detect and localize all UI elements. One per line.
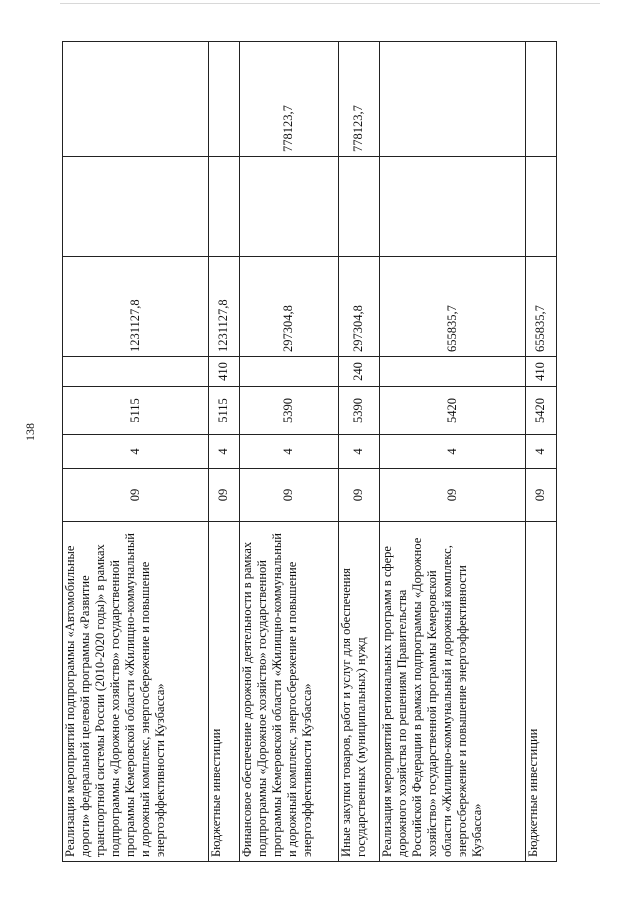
budget-table-rotated	[62, 42, 557, 862]
section-code: 09	[525, 469, 556, 522]
target-article-code: 5115	[208, 387, 239, 435]
subsection-code: 4	[338, 435, 380, 469]
row-name: Иные закупки товаров, работ и услуг для обеспечения государственных (муниципальных) нужд	[338, 522, 380, 862]
target-article-code: 5115	[63, 387, 209, 435]
expense-type-code: 410	[525, 357, 556, 387]
table-row	[338, 42, 380, 862]
table-row	[239, 42, 338, 862]
subsection-code: 4	[239, 435, 338, 469]
table-row	[380, 42, 526, 862]
table-row	[63, 42, 209, 862]
amount-year-3	[525, 42, 556, 157]
amount-year-1: 655835,7	[380, 257, 526, 357]
amount-year-1: 1231127,8	[63, 257, 209, 357]
table-row	[525, 42, 556, 862]
subsection-code: 4	[208, 435, 239, 469]
amount-year-1: 1231127,8	[208, 257, 239, 357]
expense-type-code	[380, 357, 526, 387]
budget-table	[62, 41, 557, 862]
scan-edge-line	[60, 3, 600, 4]
amount-year-1: 297304,8	[239, 257, 338, 357]
amount-year-2	[63, 157, 209, 257]
row-name: Реализация мероприятий подпрограммы «Автомобильные дороги» федеральной целевой программы «Развитие транспортной системы России (2010-2020 годы)» в рамках подпрограммы «Дорожное хозяйство» государственной программы Кемеровской области «Жилищно-коммунальный и дорожный комплекс, энергосбережение и повышение энергоэффективности Кузбасса»	[63, 522, 209, 862]
expense-type-code: 410	[208, 357, 239, 387]
amount-year-1: 655835,7	[525, 257, 556, 357]
amount-year-3	[380, 42, 526, 157]
amount-year-2	[525, 157, 556, 257]
expense-type-code	[239, 357, 338, 387]
row-name: Бюджетные инвестиции	[208, 522, 239, 862]
row-name: Финансовое обеспечение дорожной деятельности в рамках подпрограммы «Дорожное хозяйство» государственной программы Кемеровской области «Жилищно-коммунальный и дорожный комплекс, энергосбережение и повышение энергоэффективности Кузбасса»	[239, 522, 338, 862]
subsection-code: 4	[63, 435, 209, 469]
row-name: Бюджетные инвестиции	[525, 522, 556, 862]
amount-year-2	[208, 157, 239, 257]
amount-year-2	[380, 157, 526, 257]
target-article-code: 5420	[525, 387, 556, 435]
amount-year-2	[239, 157, 338, 257]
section-code: 09	[208, 469, 239, 522]
amount-year-2	[338, 157, 380, 257]
amount-year-3: 778123,7	[239, 42, 338, 157]
target-article-code: 5390	[338, 387, 380, 435]
section-code: 09	[338, 469, 380, 522]
row-name: Реализация мероприятий региональных программ в сфере дорожного хозяйства по решениям Правительства Российской Федерации в рамках подпрограммы «Дорожное хозяйство» государственной программы Кемеровской области «Жилищно-коммунальный и дорожный комплекс, энергосбережение и повышение энергоэффективности Кузбасса»	[380, 522, 526, 862]
section-code: 09	[239, 469, 338, 522]
amount-year-3: 778123,7	[338, 42, 380, 157]
section-code: 09	[63, 469, 209, 522]
amount-year-3	[63, 42, 209, 157]
subsection-code: 4	[380, 435, 526, 469]
amount-year-3	[208, 42, 239, 157]
table-row	[208, 42, 239, 862]
expense-type-code: 240	[338, 357, 380, 387]
target-article-code: 5420	[380, 387, 526, 435]
section-code: 09	[380, 469, 526, 522]
expense-type-code	[63, 357, 209, 387]
subsection-code: 4	[525, 435, 556, 469]
amount-year-1: 297304,8	[338, 257, 380, 357]
target-article-code: 5390	[239, 387, 338, 435]
page-number: 138	[23, 423, 37, 441]
